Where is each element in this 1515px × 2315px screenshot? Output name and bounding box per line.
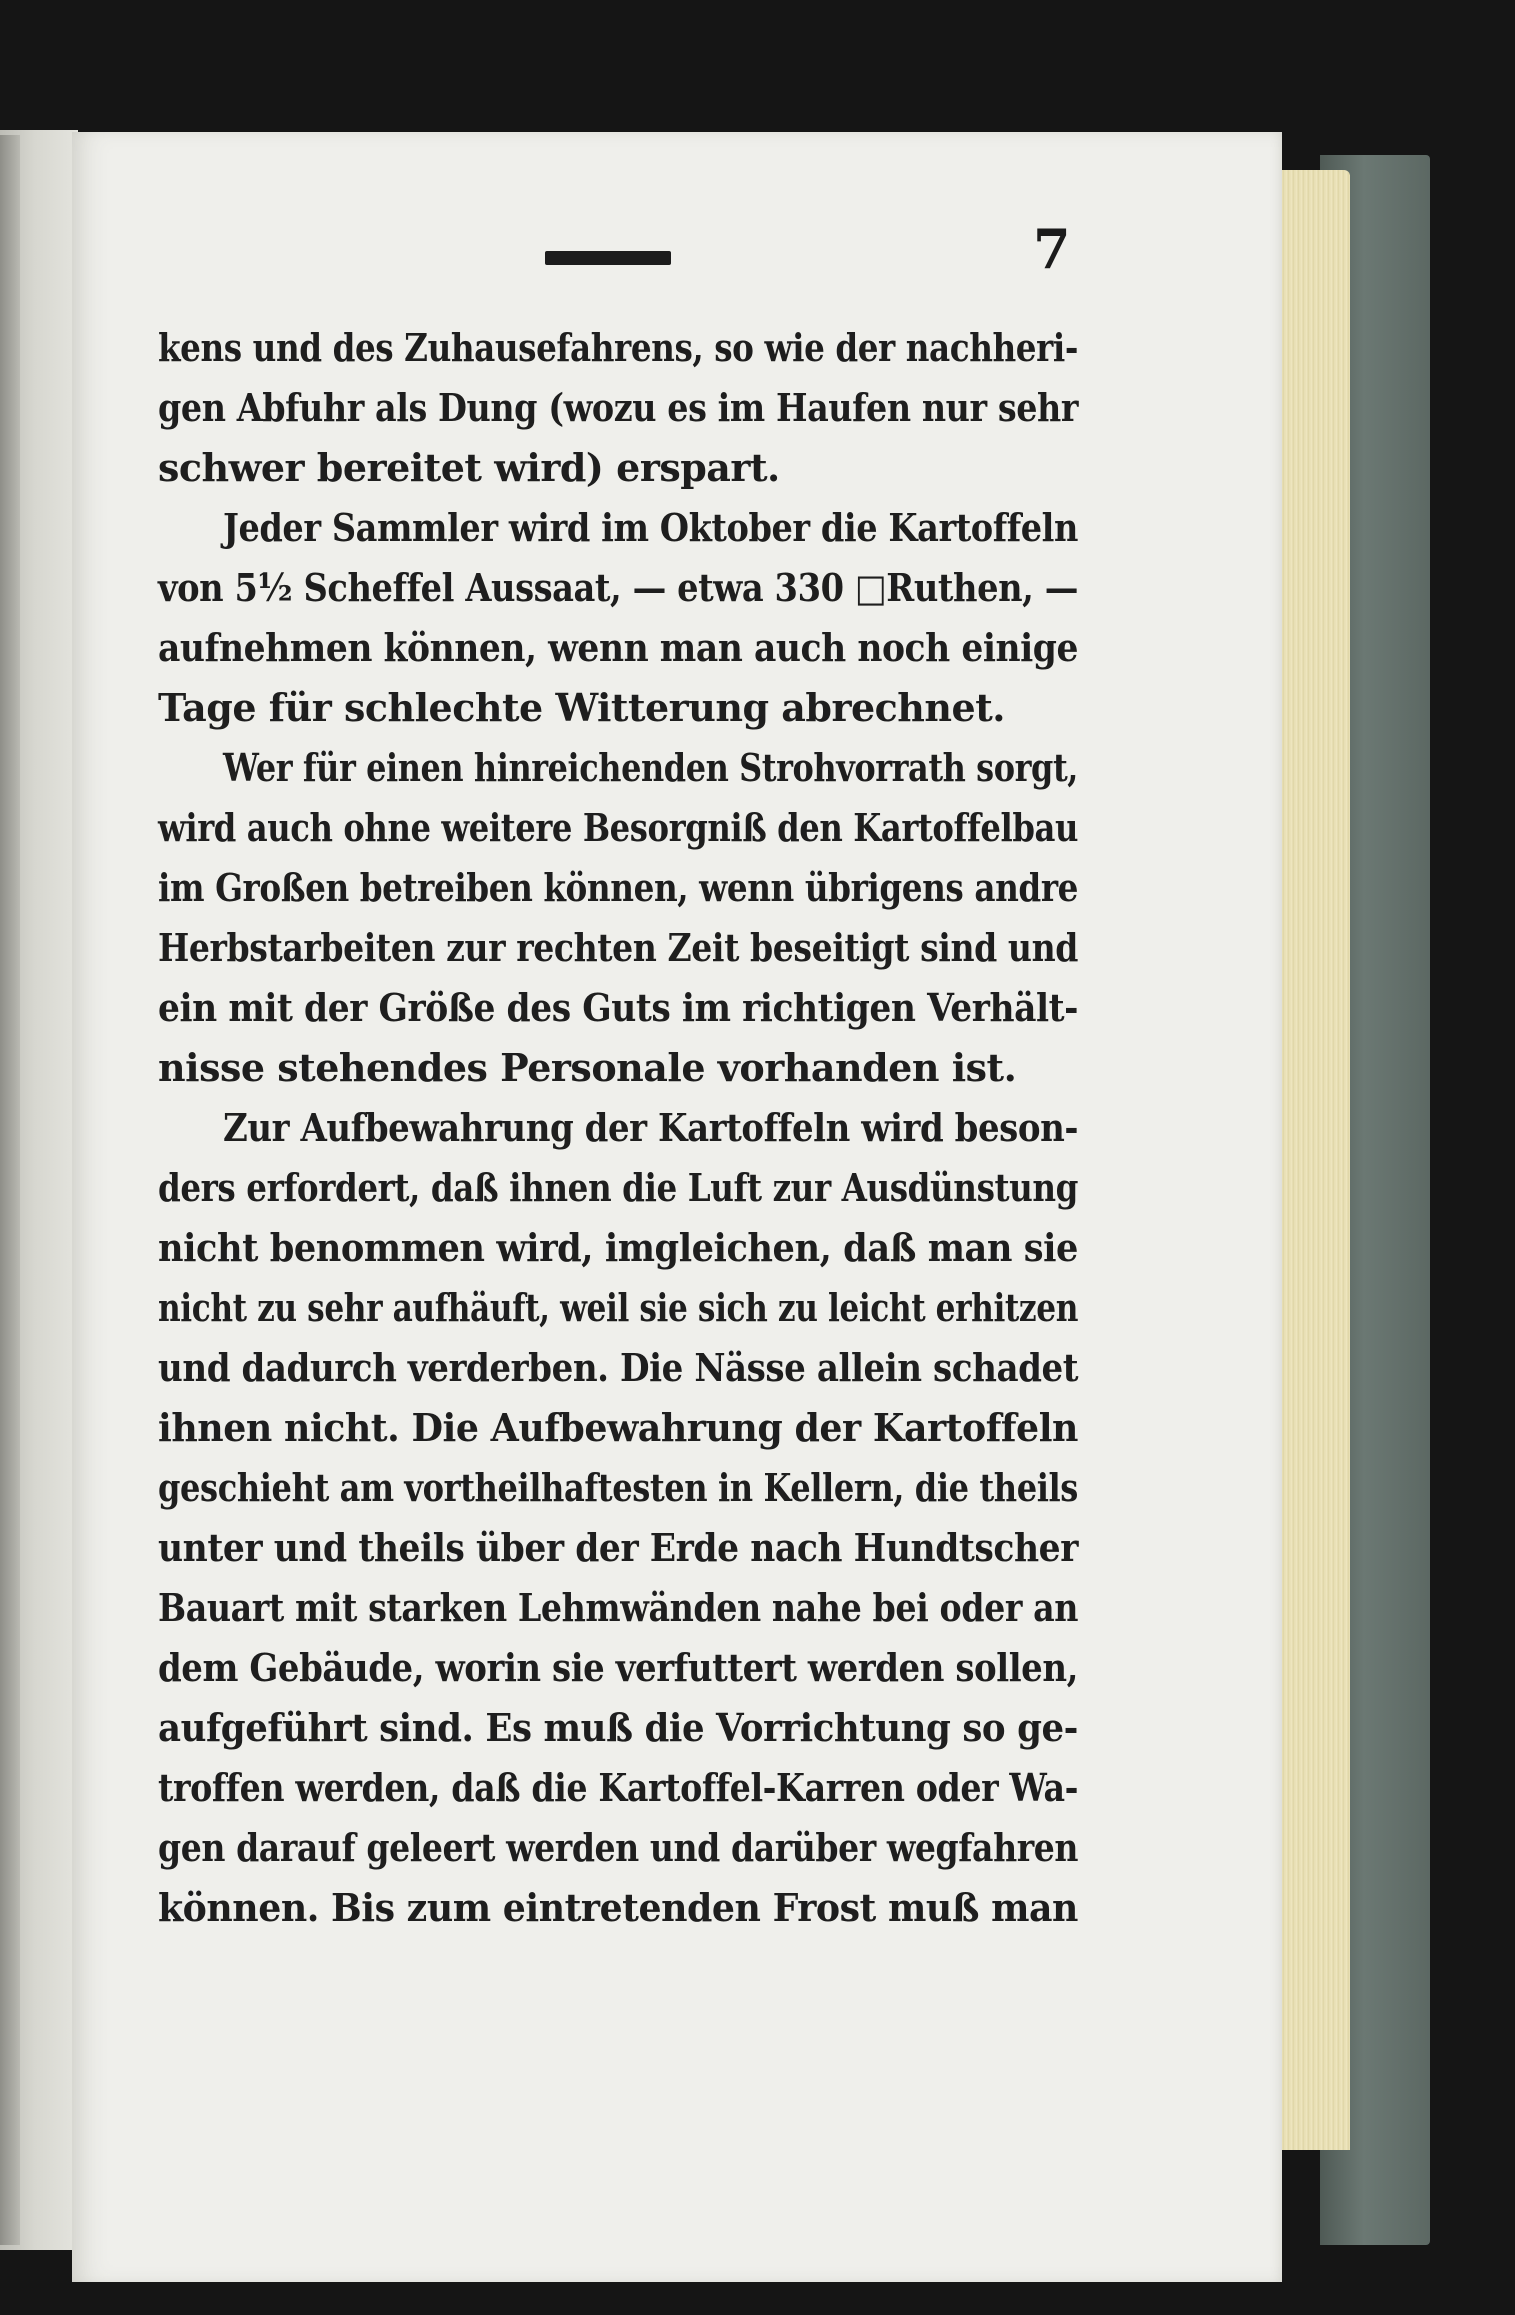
text-line: kens und des Zuhausefahrens, so wie der nachheri-	[158, 325, 1078, 370]
book-spine-edge	[0, 135, 20, 2245]
text-line: ein mit der Größe des Guts im richtigen Verhält-	[158, 985, 1078, 1030]
text-line: nicht zu sehr aufhäuft, weil sie sich zu leicht erhitzen	[158, 1285, 1078, 1330]
text-line: schwer bereitet wird) erspart.	[158, 445, 780, 490]
text-line: ders erfordert, daß ihnen die Luft zur Ausdünstung	[158, 1165, 1079, 1210]
text-line: gen Abfuhr als Dung (wozu es im Haufen nur sehr	[158, 385, 1078, 430]
text-line: Bauart mit starken Lehmwänden nahe bei oder an	[158, 1585, 1079, 1630]
text-line: können. Bis zum eintretenden Frost muß man	[158, 1885, 1078, 1930]
text-line: von 5½ Scheffel Aussaat, — etwa 330 □Ruthen, —	[158, 565, 1078, 610]
text-line: gen darauf geleert werden und darüber wegfahren	[158, 1825, 1079, 1870]
text-line: Herbstarbeiten zur rechten Zeit beseitigt sind und	[158, 925, 1078, 970]
body-text	[158, 318, 1078, 1938]
page-number: 7	[1033, 217, 1071, 281]
text-line: dem Gebäude, worin sie verfuttert werden sollen,	[158, 1645, 1078, 1690]
text-line: wird auch ohne weitere Besorgniß den Kartoffelbau	[158, 805, 1079, 850]
text-line: im Großen betreiben können, wenn übrigens andre	[158, 865, 1078, 910]
header-rule	[545, 251, 671, 265]
text-line: Zur Aufbewahrung der Kartoffeln wird beson-	[223, 1105, 1079, 1150]
text-line: unter und theils über der Erde nach Hundtscher	[158, 1525, 1078, 1570]
text-line: Tage für schlechte Witterung abrechnet.	[158, 685, 1006, 730]
page-block-edge	[1275, 170, 1350, 2150]
text-line: aufgeführt sind. Es muß die Vorrichtung so ge-	[158, 1705, 1078, 1750]
text-line: troffen werden, daß die Kartoffel-Karren oder Wa-	[158, 1765, 1079, 1810]
text-line: Jeder Sammler wird im Oktober die Kartoffeln	[223, 505, 1078, 550]
text-line: nicht benommen wird, imgleichen, daß man sie	[158, 1225, 1078, 1270]
text-line: geschieht am vortheilhaftesten in Kellern, die theils	[158, 1465, 1078, 1510]
text-line: ihnen nicht. Die Aufbewahrung der Kartoffeln	[158, 1405, 1078, 1450]
text-line: Wer für einen hinreichenden Strohvorrath sorgt,	[223, 745, 1078, 790]
text-line: und dadurch verderben. Die Nässe allein schadet	[158, 1345, 1079, 1390]
text-line: aufnehmen können, wenn man auch noch einige	[158, 625, 1079, 670]
text-line: nisse stehendes Personale vorhanden ist.	[158, 1045, 1017, 1090]
